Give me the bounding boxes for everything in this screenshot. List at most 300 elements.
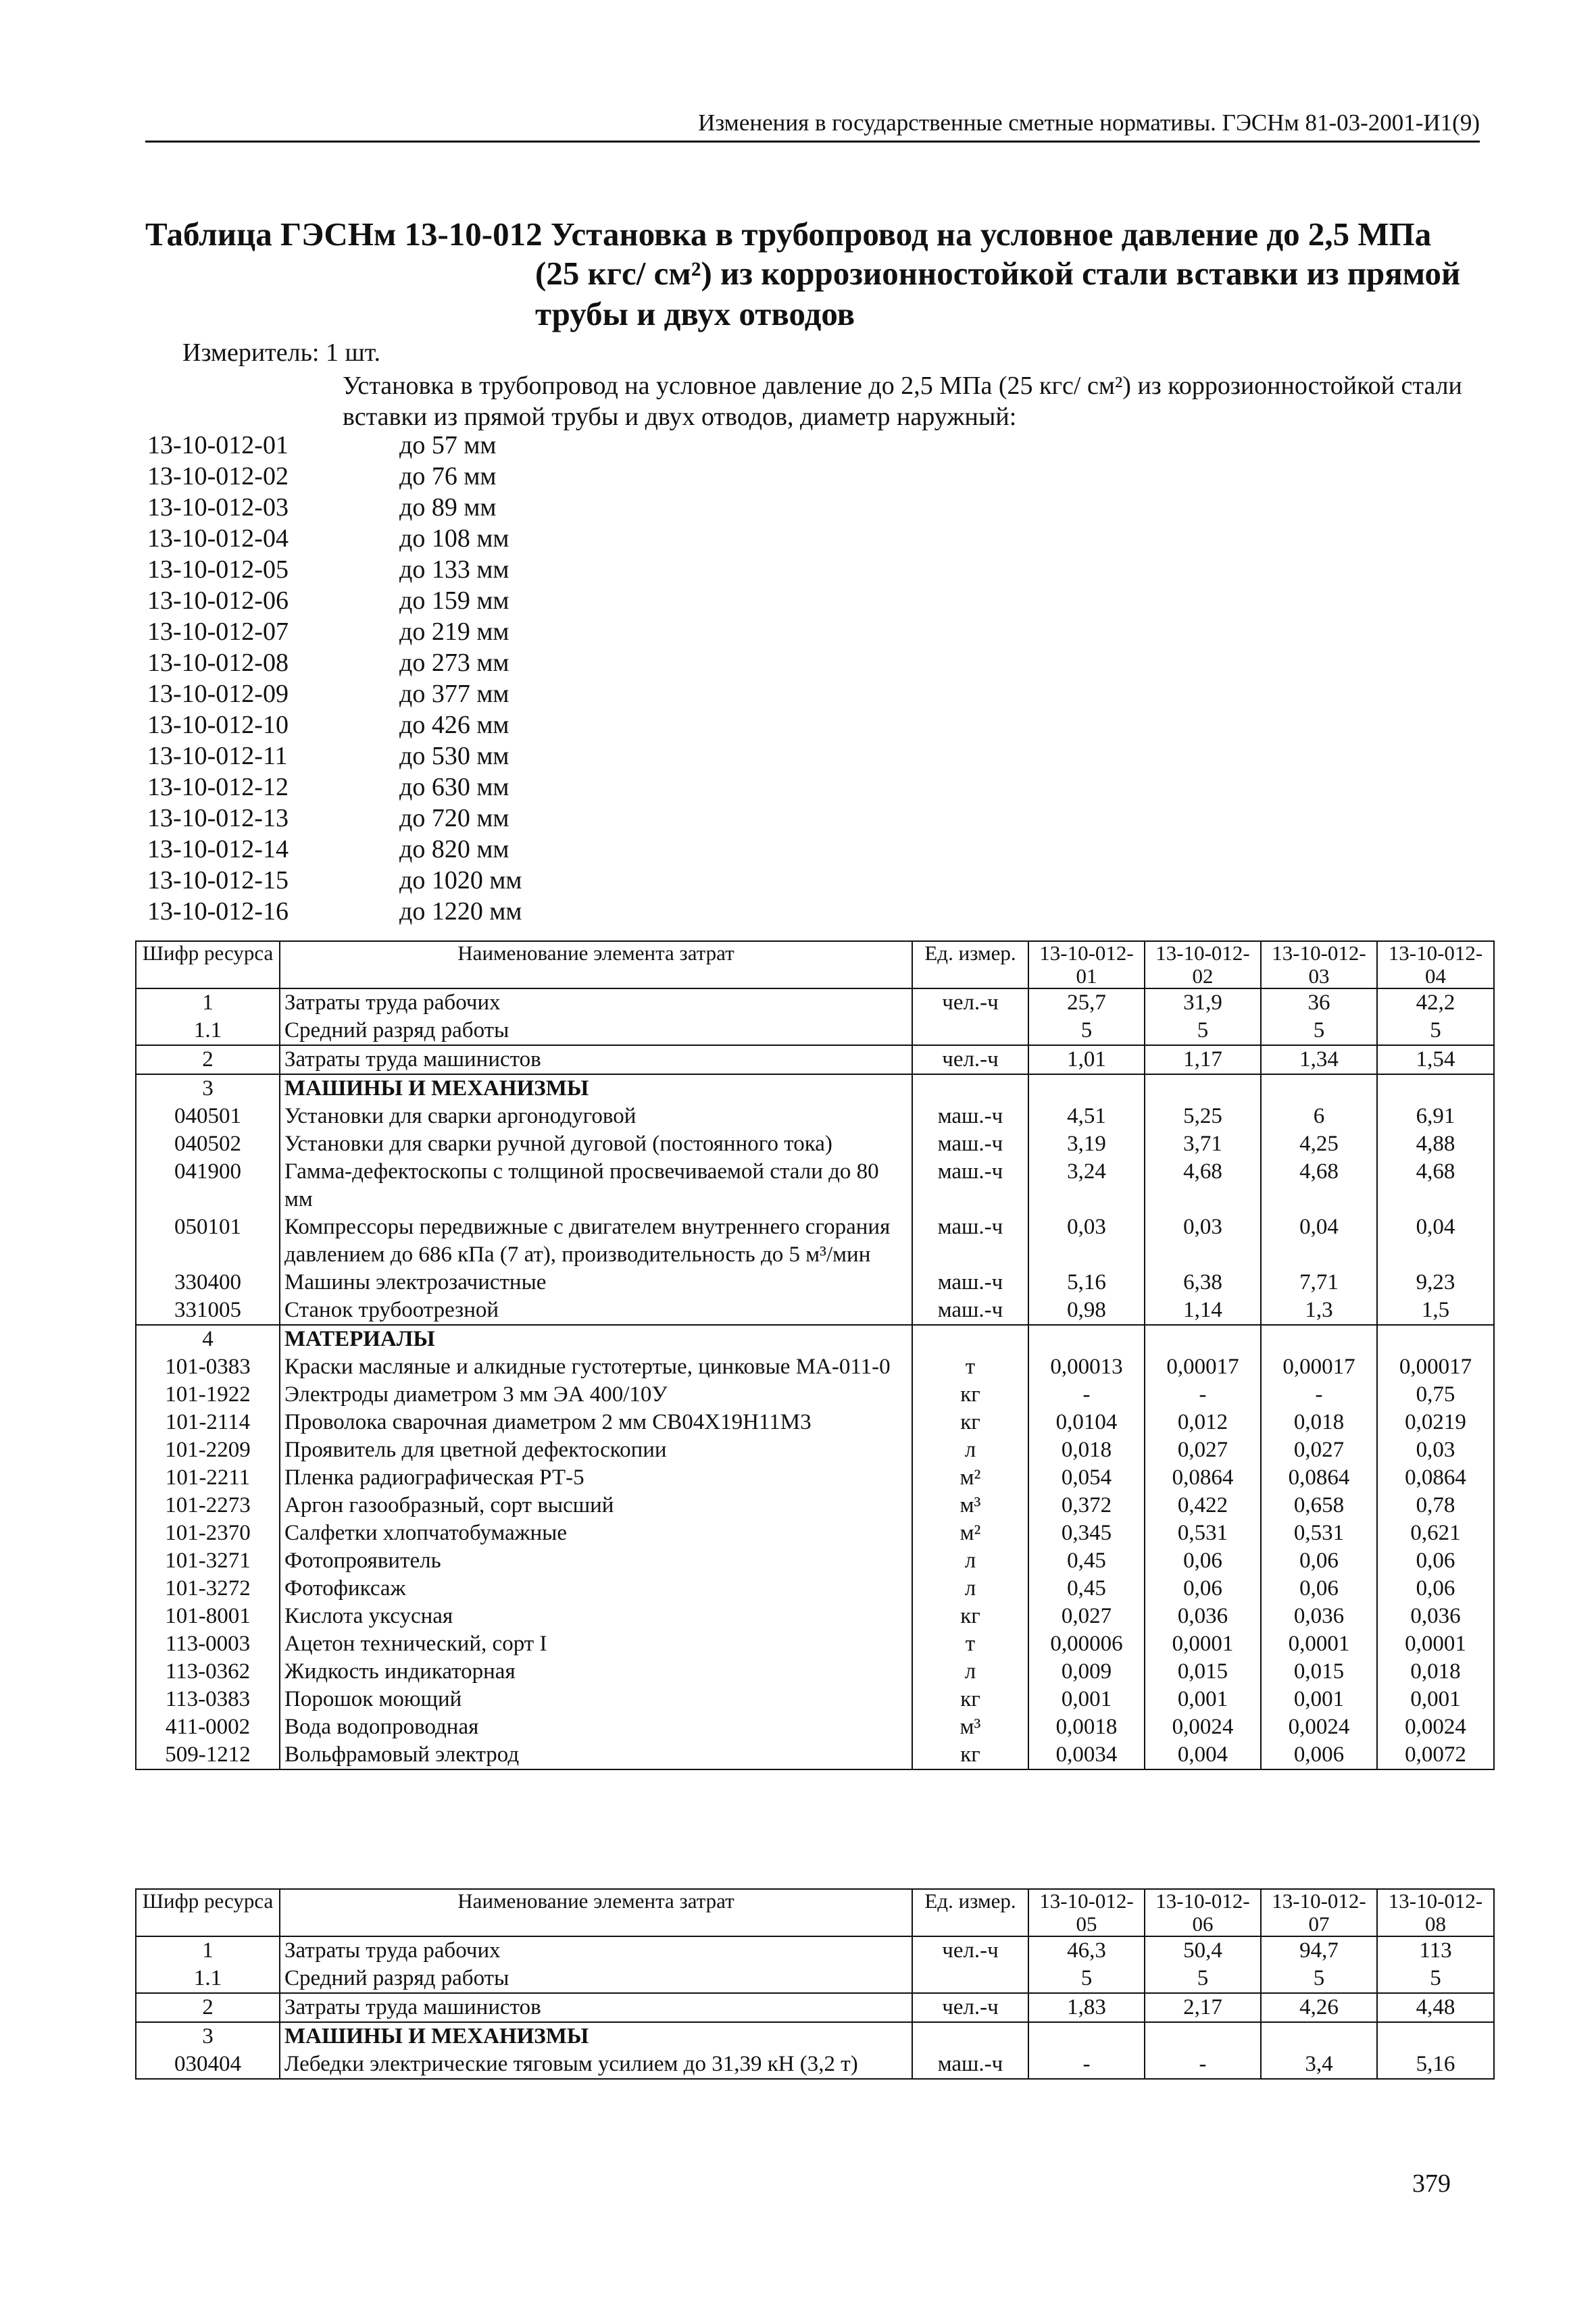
value-cell: 1,83 xyxy=(1028,1993,1145,2022)
resource-code: 101-0383 xyxy=(136,1353,280,1381)
value-cell xyxy=(1145,1074,1261,1103)
code-desc: до 1220 мм xyxy=(399,897,522,926)
table-row xyxy=(136,1519,1494,1547)
column-header: 13-10-012-07 xyxy=(1261,1889,1377,1936)
value-cell: 0,45 xyxy=(1028,1575,1145,1603)
table-row xyxy=(136,1213,1494,1269)
column-header: 13-10-012-01 xyxy=(1028,941,1145,988)
unit-cell: маш.-ч xyxy=(912,1297,1028,1325)
value-cell: 0,75 xyxy=(1377,1381,1494,1409)
code-id: 13-10-012-11 xyxy=(147,742,288,770)
code-desc: до 1020 мм xyxy=(399,866,522,895)
code-desc: до 377 мм xyxy=(399,680,509,708)
value-cell: 0,06 xyxy=(1145,1547,1261,1575)
value-cell: - xyxy=(1261,1381,1377,1409)
value-cell: 0,018 xyxy=(1261,1409,1377,1436)
value-cell: 5 xyxy=(1377,1965,1494,1993)
unit-cell: м³ xyxy=(912,1492,1028,1519)
value-cell: 0,0219 xyxy=(1377,1409,1494,1436)
unit-cell xyxy=(912,1965,1028,1993)
title-line-3: трубы и двух отводов xyxy=(535,295,855,332)
code-list-item xyxy=(147,803,522,834)
code-list-item xyxy=(147,834,522,865)
code-id: 13-10-012-16 xyxy=(147,897,289,926)
value-cell xyxy=(1028,1074,1145,1103)
table-row xyxy=(136,1353,1494,1381)
table-row xyxy=(136,1269,1494,1297)
resource-code: 4 xyxy=(136,1325,280,1353)
value-cell: 5 xyxy=(1377,1017,1494,1045)
value-cell: 6,38 xyxy=(1145,1269,1261,1297)
value-cell: 4,26 xyxy=(1261,1993,1377,2022)
cost-element-name: Средний разряд работы xyxy=(280,1965,912,1993)
table-row xyxy=(136,1325,1494,1353)
table-title xyxy=(145,215,1490,334)
code-list-item xyxy=(147,523,522,554)
code-id: 13-10-012-14 xyxy=(147,835,289,863)
cost-element-name: Станок трубоотрезной xyxy=(280,1297,912,1325)
code-desc: до 219 мм xyxy=(399,618,509,646)
code-id: 13-10-012-06 xyxy=(147,586,289,615)
value-cell: 3,24 xyxy=(1028,1158,1145,1213)
unit-cell: м³ xyxy=(912,1713,1028,1741)
code-id: 13-10-012-07 xyxy=(147,618,289,646)
code-list-item xyxy=(147,585,522,616)
value-cell: 4,88 xyxy=(1377,1130,1494,1158)
value-cell: 5 xyxy=(1028,1965,1145,1993)
value-cell: 46,3 xyxy=(1028,1936,1145,1965)
value-cell: 36 xyxy=(1261,988,1377,1017)
value-cell: 0,0018 xyxy=(1028,1713,1145,1741)
resource-code: 411-0002 xyxy=(136,1713,280,1741)
table-row xyxy=(136,1017,1494,1045)
resource-code: 101-2209 xyxy=(136,1436,280,1464)
resource-table-1 xyxy=(135,940,1495,1770)
value-cell: 7,71 xyxy=(1261,1269,1377,1297)
column-header: 13-10-012-06 xyxy=(1145,1889,1261,1936)
code-id: 13-10-012-13 xyxy=(147,804,289,832)
value-cell: 0,03 xyxy=(1145,1213,1261,1269)
cost-element-name: МАШИНЫ И МЕХАНИЗМЫ xyxy=(280,2022,912,2051)
column-header: 13-10-012-04 xyxy=(1377,941,1494,988)
value-cell: 0,0034 xyxy=(1028,1741,1145,1769)
value-cell: 0,531 xyxy=(1145,1519,1261,1547)
table-row xyxy=(136,2051,1494,2079)
value-cell: 0,0104 xyxy=(1028,1409,1145,1436)
value-cell: 0,0864 xyxy=(1145,1464,1261,1492)
value-cell: 0,018 xyxy=(1028,1436,1145,1464)
cost-element-name: Фотофиксаж xyxy=(280,1575,912,1603)
value-cell: 0,004 xyxy=(1145,1741,1261,1769)
column-header: Ед. измер. xyxy=(912,941,1028,988)
value-cell: 113 xyxy=(1377,1936,1494,1965)
value-cell: 0,531 xyxy=(1261,1519,1377,1547)
intro-text: Установка в трубопровод на условное давление до 2,5 МПа (25 кгс/ см²) из коррозионностойкой стали вставки из прямой трубы и двух отводов, диаметр наружный: xyxy=(343,372,1462,431)
value-cell: 0,06 xyxy=(1261,1575,1377,1603)
value-cell: 0,00013 xyxy=(1028,1353,1145,1381)
cost-element-name: Вольфрамовый электрод xyxy=(280,1741,912,1769)
unit-cell: маш.-ч xyxy=(912,2051,1028,2079)
value-cell: 4,48 xyxy=(1377,1993,1494,2022)
value-cell: 0,06 xyxy=(1377,1547,1494,1575)
code-id: 13-10-012-05 xyxy=(147,555,289,584)
code-desc: до 630 мм xyxy=(399,773,509,801)
value-cell: 0,027 xyxy=(1028,1603,1145,1630)
value-cell: 0,0024 xyxy=(1261,1713,1377,1741)
unit-cell: л xyxy=(912,1436,1028,1464)
value-cell: 0,015 xyxy=(1145,1658,1261,1686)
table-row xyxy=(136,1074,1494,1103)
table-row xyxy=(136,1993,1494,2022)
value-cell: 5 xyxy=(1261,1965,1377,1993)
value-cell: 0,0024 xyxy=(1145,1713,1261,1741)
unit-cell: чел.-ч xyxy=(912,988,1028,1017)
value-cell: 0,0024 xyxy=(1377,1713,1494,1741)
code-id: 13-10-012-12 xyxy=(147,773,289,801)
value-cell xyxy=(1145,1325,1261,1353)
code-desc: до 273 мм xyxy=(399,649,509,677)
value-cell: 94,7 xyxy=(1261,1936,1377,1965)
resource-code: 101-3271 xyxy=(136,1547,280,1575)
table-row xyxy=(136,1686,1494,1713)
column-header: Шифр ресурса xyxy=(136,941,280,988)
value-cell: 1,3 xyxy=(1261,1297,1377,1325)
value-cell: 0,0072 xyxy=(1377,1741,1494,1769)
resource-code: 2 xyxy=(136,1993,280,2022)
cost-element-name: Затраты труда машинистов xyxy=(280,1045,912,1074)
code-id: 13-10-012-10 xyxy=(147,711,289,739)
table-row xyxy=(136,1603,1494,1630)
cost-element-name: Аргон газообразный, сорт высший xyxy=(280,1492,912,1519)
value-cell: 0,00017 xyxy=(1377,1353,1494,1381)
value-cell: 50,4 xyxy=(1145,1936,1261,1965)
column-header: 13-10-012-03 xyxy=(1261,941,1377,988)
resource-code: 1.1 xyxy=(136,1017,280,1045)
value-cell: 2,17 xyxy=(1145,1993,1261,2022)
value-cell: 5 xyxy=(1145,1965,1261,1993)
value-cell: 0,001 xyxy=(1261,1686,1377,1713)
cost-element-name: Салфетки хлопчатобумажные xyxy=(280,1519,912,1547)
table-row xyxy=(136,1936,1494,1965)
code-desc: до 108 мм xyxy=(399,524,509,553)
resource-code: 101-2211 xyxy=(136,1464,280,1492)
table-row xyxy=(136,1130,1494,1158)
value-cell: 5 xyxy=(1145,1017,1261,1045)
code-id: 13-10-012-04 xyxy=(147,524,289,553)
cost-element-name: Машины электрозачистные xyxy=(280,1269,912,1297)
unit-cell: м² xyxy=(912,1464,1028,1492)
table-row xyxy=(136,1658,1494,1686)
table-row xyxy=(136,1630,1494,1658)
table-row xyxy=(136,1575,1494,1603)
unit-cell: кг xyxy=(912,1741,1028,1769)
unit-cell: л xyxy=(912,1547,1028,1575)
cost-element-name: Ацетон технический, сорт I xyxy=(280,1630,912,1658)
table-row xyxy=(136,1713,1494,1741)
value-cell xyxy=(1261,2022,1377,2051)
value-cell: 0,0864 xyxy=(1377,1464,1494,1492)
cost-element-name: Затраты труда рабочих xyxy=(280,988,912,1017)
table-row xyxy=(136,1409,1494,1436)
unit-cell: маш.-ч xyxy=(912,1158,1028,1213)
running-header xyxy=(145,107,1480,143)
value-cell: - xyxy=(1028,2051,1145,2079)
resource-code: 101-2273 xyxy=(136,1492,280,1519)
code-list-item xyxy=(147,492,522,523)
value-cell: - xyxy=(1145,2051,1261,2079)
unit-cell: маш.-ч xyxy=(912,1213,1028,1269)
value-cell: 0,621 xyxy=(1377,1519,1494,1547)
unit-cell: т xyxy=(912,1630,1028,1658)
code-id: 13-10-012-03 xyxy=(147,493,289,522)
value-cell: 1,54 xyxy=(1377,1045,1494,1074)
value-cell: 5 xyxy=(1028,1017,1145,1045)
cost-element-name: Вода водопроводная xyxy=(280,1713,912,1741)
value-cell: 0,78 xyxy=(1377,1492,1494,1519)
unit-cell: чел.-ч xyxy=(912,1936,1028,1965)
value-cell: 0,372 xyxy=(1028,1492,1145,1519)
code-desc: до 720 мм xyxy=(399,804,509,832)
cost-element-name: Затраты труда рабочих xyxy=(280,1936,912,1965)
code-list-item xyxy=(147,896,522,927)
value-cell: 0,345 xyxy=(1028,1519,1145,1547)
cost-element-name: Затраты труда машинистов xyxy=(280,1993,912,2022)
unit-cell: кг xyxy=(912,1686,1028,1713)
value-cell: 5,25 xyxy=(1145,1103,1261,1130)
column-header: Шифр ресурса xyxy=(136,1889,280,1936)
table-row xyxy=(136,1965,1494,1993)
table-row xyxy=(136,988,1494,1017)
resource-code: 1 xyxy=(136,988,280,1017)
table-row xyxy=(136,1103,1494,1130)
value-cell: 0,03 xyxy=(1377,1436,1494,1464)
resource-code: 030404 xyxy=(136,2051,280,2079)
code-desc: до 133 мм xyxy=(399,555,509,584)
value-cell: 0,036 xyxy=(1145,1603,1261,1630)
unit-cell: т xyxy=(912,1353,1028,1381)
code-id: 13-10-012-15 xyxy=(147,866,289,895)
resource-code: 1.1 xyxy=(136,1965,280,1993)
value-cell: 0,018 xyxy=(1377,1658,1494,1686)
value-cell: 0,0001 xyxy=(1377,1630,1494,1658)
table-row xyxy=(136,1297,1494,1325)
table-row xyxy=(136,1492,1494,1519)
code-desc: до 820 мм xyxy=(399,835,509,863)
cost-element-name: Проволока сварочная диаметром 2 мм СВ04Х19Н11М3 xyxy=(280,1409,912,1436)
value-cell: 0,027 xyxy=(1261,1436,1377,1464)
code-id: 13-10-012-09 xyxy=(147,680,289,708)
value-cell: - xyxy=(1028,1381,1145,1409)
value-cell: 0,0001 xyxy=(1145,1630,1261,1658)
title-line-2: (25 кгс/ см²) из коррозионностойкой стали вставки из прямой xyxy=(535,255,1461,292)
resource-code: 1 xyxy=(136,1936,280,1965)
unit-cell: маш.-ч xyxy=(912,1269,1028,1297)
value-cell: 0,03 xyxy=(1028,1213,1145,1269)
code-list-item xyxy=(147,430,522,461)
value-cell: 0,98 xyxy=(1028,1297,1145,1325)
resource-table-2 xyxy=(135,1888,1495,2080)
value-cell: 0,0001 xyxy=(1261,1630,1377,1658)
cost-element-name: Установки для сварки аргонодуговой xyxy=(280,1103,912,1130)
code-desc: до 159 мм xyxy=(399,586,509,615)
value-cell: 0,04 xyxy=(1377,1213,1494,1269)
value-cell: 1,14 xyxy=(1145,1297,1261,1325)
value-cell: 42,2 xyxy=(1377,988,1494,1017)
value-cell: 0,036 xyxy=(1377,1603,1494,1630)
code-id: 13-10-012-01 xyxy=(147,431,289,459)
value-cell: 31,9 xyxy=(1145,988,1261,1017)
value-cell: 1,01 xyxy=(1028,1045,1145,1074)
code-desc: до 57 мм xyxy=(399,431,497,459)
value-cell: 0,036 xyxy=(1261,1603,1377,1630)
value-cell: 0,054 xyxy=(1028,1464,1145,1492)
resource-code: 101-8001 xyxy=(136,1603,280,1630)
value-cell: 4,68 xyxy=(1377,1158,1494,1213)
code-list-item xyxy=(147,616,522,647)
resource-code: 331005 xyxy=(136,1297,280,1325)
cost-element-name: Установки для сварки ручной дуговой (постоянного тока) xyxy=(280,1130,912,1158)
value-cell: 0,015 xyxy=(1261,1658,1377,1686)
resource-code: 2 xyxy=(136,1045,280,1074)
resource-code: 041900 xyxy=(136,1158,280,1213)
resource-code: 330400 xyxy=(136,1269,280,1297)
value-cell: 0,0864 xyxy=(1261,1464,1377,1492)
resource-code: 509-1212 xyxy=(136,1741,280,1769)
table-row xyxy=(136,1158,1494,1213)
code-list xyxy=(147,430,522,927)
value-cell: 0,001 xyxy=(1377,1686,1494,1713)
value-cell: 0,00017 xyxy=(1261,1353,1377,1381)
value-cell: 0,06 xyxy=(1145,1575,1261,1603)
code-list-item xyxy=(147,554,522,585)
cost-element-name: Гамма-дефектоскопы с толщиной просвечиваемой стали до 80 мм xyxy=(280,1158,912,1213)
code-desc: до 426 мм xyxy=(399,711,509,739)
value-cell: 25,7 xyxy=(1028,988,1145,1017)
value-cell: 0,658 xyxy=(1261,1492,1377,1519)
cost-element-name: Пленка радиографическая РТ-5 xyxy=(280,1464,912,1492)
column-header: Наименование элемента затрат xyxy=(280,941,912,988)
column-header: 13-10-012-05 xyxy=(1028,1889,1145,1936)
measure-unit: Измеритель: 1 шт. xyxy=(182,338,380,367)
cost-element-name: Кислота уксусная xyxy=(280,1603,912,1630)
value-cell: 9,23 xyxy=(1377,1269,1494,1297)
value-cell: 6 xyxy=(1261,1103,1377,1130)
value-cell xyxy=(1145,2022,1261,2051)
value-cell: 0,001 xyxy=(1028,1686,1145,1713)
resource-code: 040502 xyxy=(136,1130,280,1158)
value-cell: 0,422 xyxy=(1145,1492,1261,1519)
value-cell: 3,71 xyxy=(1145,1130,1261,1158)
unit-cell xyxy=(912,1325,1028,1353)
value-cell: 1,5 xyxy=(1377,1297,1494,1325)
value-cell: 3,19 xyxy=(1028,1130,1145,1158)
resource-code: 3 xyxy=(136,1074,280,1103)
code-desc: до 530 мм xyxy=(399,742,509,770)
code-list-item xyxy=(147,647,522,678)
title-line-1: Таблица ГЭСНм 13-10-012 Установка в трубопровод на условное давление до 2,5 МПа xyxy=(145,216,1432,253)
code-list-item xyxy=(147,865,522,896)
value-cell: 0,06 xyxy=(1377,1575,1494,1603)
table-row xyxy=(136,1381,1494,1409)
cost-element-name: Средний разряд работы xyxy=(280,1017,912,1045)
header-text: Изменения в государственные сметные нормативы. ГЭСНм 81-03-2001-И1(9) xyxy=(698,109,1480,136)
resource-code: 113-0383 xyxy=(136,1686,280,1713)
cost-element-name: Жидкость индикаторная xyxy=(280,1658,912,1686)
value-cell: 5,16 xyxy=(1028,1269,1145,1297)
resource-code: 101-1922 xyxy=(136,1381,280,1409)
cost-element-name: Лебедки электрические тяговым усилием до 31,39 кН (3,2 т) xyxy=(280,2051,912,2079)
code-id: 13-10-012-08 xyxy=(147,649,289,677)
column-header: 13-10-012-08 xyxy=(1377,1889,1494,1936)
code-list-item xyxy=(147,740,522,772)
value-cell: 4,68 xyxy=(1145,1158,1261,1213)
unit-cell: кг xyxy=(912,1603,1028,1630)
value-cell: 4,68 xyxy=(1261,1158,1377,1213)
table-row xyxy=(136,2022,1494,2051)
table-row xyxy=(136,1436,1494,1464)
unit-cell: л xyxy=(912,1575,1028,1603)
code-list-item xyxy=(147,772,522,803)
value-cell: 0,04 xyxy=(1261,1213,1377,1269)
table-row xyxy=(136,1045,1494,1074)
resource-code: 113-0362 xyxy=(136,1658,280,1686)
page-number: 379 xyxy=(1412,2169,1451,2198)
cost-element-name: Краски масляные и алкидные густотертые, цинковые МА-011-0 xyxy=(280,1353,912,1381)
value-cell: 0,006 xyxy=(1261,1741,1377,1769)
value-cell: 0,06 xyxy=(1261,1547,1377,1575)
value-cell: 0,00017 xyxy=(1145,1353,1261,1381)
table-row xyxy=(136,1464,1494,1492)
value-cell: 5 xyxy=(1261,1017,1377,1045)
value-cell xyxy=(1377,1074,1494,1103)
resource-code: 101-2370 xyxy=(136,1519,280,1547)
code-desc: до 76 мм xyxy=(399,462,497,491)
code-list-item xyxy=(147,461,522,492)
value-cell: 0,45 xyxy=(1028,1547,1145,1575)
unit-cell: кг xyxy=(912,1381,1028,1409)
unit-cell xyxy=(912,1074,1028,1103)
column-header: 13-10-012-02 xyxy=(1145,941,1261,988)
value-cell: 4,25 xyxy=(1261,1130,1377,1158)
value-cell: - xyxy=(1145,1381,1261,1409)
unit-cell xyxy=(912,2022,1028,2051)
value-cell: 1,34 xyxy=(1261,1045,1377,1074)
resource-code: 040501 xyxy=(136,1103,280,1130)
resource-code: 113-0003 xyxy=(136,1630,280,1658)
code-list-item xyxy=(147,678,522,709)
value-cell xyxy=(1261,1074,1377,1103)
cost-element-name: Фотопроявитель xyxy=(280,1547,912,1575)
resource-code: 101-3272 xyxy=(136,1575,280,1603)
cost-element-name: Электроды диаметром 3 мм ЭА 400/10У xyxy=(280,1381,912,1409)
code-desc: до 89 мм xyxy=(399,493,497,522)
unit-cell: л xyxy=(912,1658,1028,1686)
cost-element-name: МАТЕРИАЛЫ xyxy=(280,1325,912,1353)
table-row xyxy=(136,1547,1494,1575)
unit-cell: маш.-ч xyxy=(912,1130,1028,1158)
value-cell xyxy=(1028,2022,1145,2051)
unit-cell: м² xyxy=(912,1519,1028,1547)
value-cell: 6,91 xyxy=(1377,1103,1494,1130)
column-header: Ед. измер. xyxy=(912,1889,1028,1936)
unit-cell: кг xyxy=(912,1409,1028,1436)
unit-cell xyxy=(912,1017,1028,1045)
unit-cell: чел.-ч xyxy=(912,1993,1028,2022)
cost-element-name: Проявитель для цветной дефектоскопии xyxy=(280,1436,912,1464)
value-cell xyxy=(1028,1325,1145,1353)
resource-code: 3 xyxy=(136,2022,280,2051)
value-cell: 5,16 xyxy=(1377,2051,1494,2079)
